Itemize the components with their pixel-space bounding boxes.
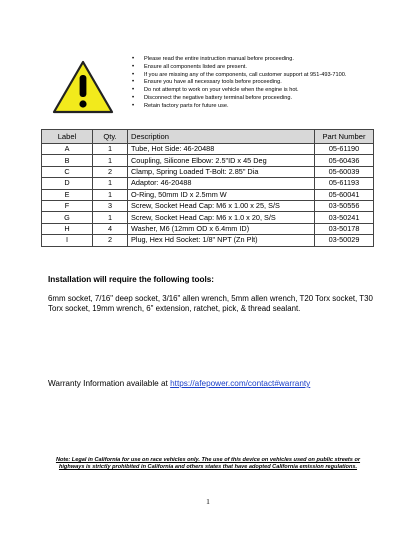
table-row (42, 212, 374, 223)
cell-description: Clamp, Spring Loaded T-Bolt: 2.85" Dia (128, 166, 315, 177)
table-header-row (42, 130, 374, 144)
cell-label: E (42, 189, 93, 200)
cell-qty: 1 (93, 155, 128, 166)
precaution-item: • If you are missing any of the components, call customer support at 951-493-7100. (132, 72, 392, 80)
cell-qty: 1 (93, 178, 128, 189)
table-row (42, 223, 374, 234)
cell-label: G (42, 212, 93, 223)
cell-description: Tube, Hot Side: 46-20488 (128, 144, 315, 155)
cell-part-number: 03-50178 (315, 223, 374, 234)
precaution-item: • Retain factory parts for future use. (132, 103, 392, 111)
cell-qty: 1 (93, 189, 128, 200)
cell-part-number: 05-60041 (315, 189, 374, 200)
cell-description: Adaptor: 46-20488 (128, 178, 315, 189)
cell-part-number: 03-50241 (315, 212, 374, 223)
tools-heading: Installation will require the following tools: (48, 275, 215, 284)
cell-description: Coupling, Silicone Elbow: 2.5"ID x 45 Deg (128, 155, 315, 166)
warranty-line (48, 379, 310, 388)
table-row (42, 166, 374, 177)
cell-description: Plug, Hex Hd Socket: 1/8" NPT (Zn Plt) (128, 235, 315, 246)
table-row (42, 235, 374, 246)
precaution-item: • Ensure you have all necessary tools before proceeding. (132, 79, 392, 87)
legal-note: Note: Legal in California for use on race vehicles only. The use of this device on vehicles used on public streets or highways is strictly prohibited in California and others states that have adopted California emission regulations. (55, 457, 361, 470)
cell-part-number: 05-61190 (315, 144, 374, 155)
precaution-item: • Ensure all components listed are present. (132, 64, 392, 72)
table-row (42, 155, 374, 166)
precaution-item: • Disconnect the negative battery terminal before proceeding. (132, 95, 392, 103)
cell-label: D (42, 178, 93, 189)
table-row (42, 144, 374, 155)
column-header-qty: Qty. (93, 130, 128, 144)
cell-part-number: 03-50556 (315, 200, 374, 211)
table-row (42, 178, 374, 189)
cell-label: F (42, 200, 93, 211)
cell-part-number: 03-50029 (315, 235, 374, 246)
parts-table (41, 129, 374, 247)
precaution-item: • Do not attempt to work on your vehicle when the engine is hot. (132, 87, 392, 95)
tools-list-text: 6mm socket, 7/16" deep socket, 3/16" allen wrench, 5mm allen wrench, T20 Torx socket, T30 Torx socket, 19mm wrench, 6" extension, ratchet, pick, & thread sealant. (48, 294, 373, 314)
cell-description: Screw, Socket Head Cap: M6 x 1.00 x 25, S/S (128, 200, 315, 211)
cell-qty: 4 (93, 223, 128, 234)
cell-qty: 3 (93, 200, 128, 211)
table-row (42, 200, 374, 211)
cell-label: B (42, 155, 93, 166)
cell-label: H (42, 223, 93, 234)
cell-qty: 1 (93, 212, 128, 223)
warning-triangle-icon (52, 60, 114, 114)
cell-qty: 1 (93, 144, 128, 155)
table-row (42, 189, 374, 200)
cell-part-number: 05-60039 (315, 166, 374, 177)
precaution-item: • Please read the entire instruction manual before proceeding. (132, 56, 392, 64)
warranty-text: Warranty Information available at (48, 379, 171, 388)
cell-description: Screw, Socket Head Cap: M6 x 1.0 x 20, S/S (128, 212, 315, 223)
cell-label: C (42, 166, 93, 177)
precaution-list (132, 56, 392, 111)
cell-qty: 2 (93, 235, 128, 246)
warranty-link[interactable]: https://afepower.com/contact#warranty (170, 379, 311, 388)
column-header-part-number: Part Number (315, 130, 374, 144)
cell-label: A (42, 144, 93, 155)
cell-description: O-Ring, 50mm ID x 2.5mm W (128, 189, 315, 200)
cell-part-number: 05-61193 (315, 178, 374, 189)
cell-part-number: 05-60436 (315, 155, 374, 166)
cell-description: Washer, M6 (12mm OD x 6.4mm ID) (128, 223, 315, 234)
column-header-label: Label (42, 130, 93, 144)
column-header-description: Description (128, 130, 315, 144)
cell-qty: 2 (93, 166, 128, 177)
cell-label: I (42, 235, 93, 246)
page-number: 1 (206, 497, 210, 506)
